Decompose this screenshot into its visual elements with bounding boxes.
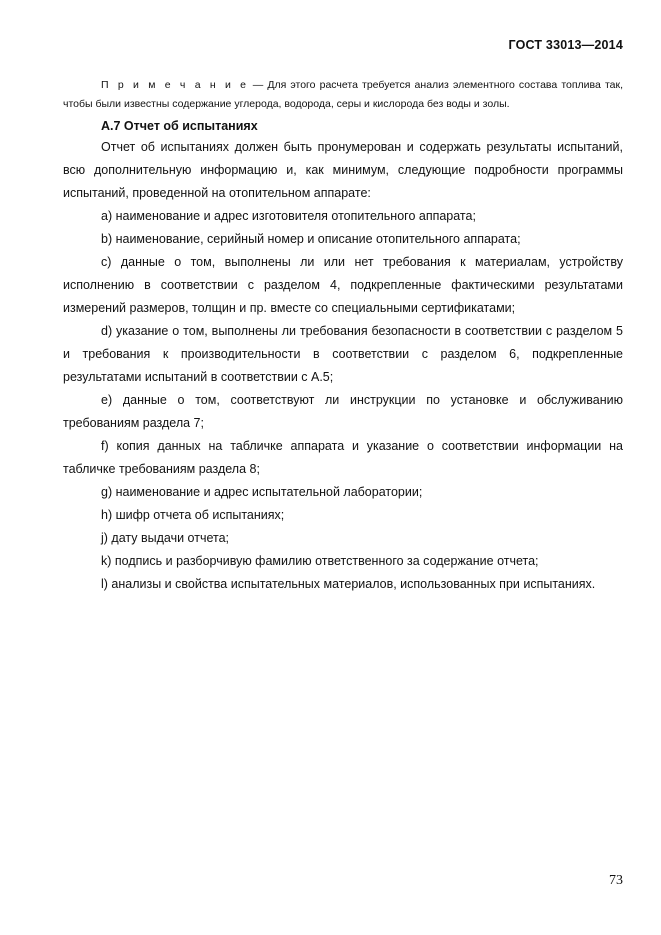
note-paragraph — [63, 76, 623, 114]
note-label: П р и м е ч а н и е — [101, 79, 249, 91]
note-text: — Для этого расчета требуется анализ элементного состава топлива так, чтобы были известны содержание углерода, водорода, серы и кислорода без воды и золы. — [63, 79, 623, 110]
list-item-c: c) данные о том, выполнены ли или нет требования к материалам, устройству исполнению в соответствии с разделом 4, подкрепленные фактическими результатами измерений размеров, толщин и пр. вместе со специальными сертификатами; — [63, 255, 623, 315]
list-item-l: l) анализы и свойства испытательных материалов, использованных при испытаниях. — [101, 577, 596, 591]
list-item-j: j) дату выдачи отчета; — [101, 531, 229, 545]
section-title: А.7 Отчет об испытаниях — [101, 119, 258, 133]
list-item-e: e) данные о том, соответствуют ли инструкции по установке и обслуживанию требованиям раздела 7; — [63, 393, 623, 430]
list-item-d: d) указание о том, выполнены ли требования безопасности в соответствии с разделом 5 и требования к производительности в соответствии с разделом 6, подкрепленные результатами испытаний в соответствии с А.5; — [63, 324, 623, 384]
page-content — [63, 76, 623, 596]
list-item-f: f) копия данных на табличке аппарата и указание о соответствии информации на табличке требованиям раздела 8; — [63, 439, 623, 476]
intro-paragraph: Отчет об испытаниях должен быть пронумерован и содержать результаты испытаний, всю дополнительную информацию и, как минимум, следующие подробности программы испытаний, проведенной на отопительном аппарате: — [63, 140, 623, 200]
list-item-b: b) наименование, серийный номер и описание отопительного аппарата; — [101, 232, 521, 246]
list-item-g: g) наименование и адрес испытательной лаборатории; — [101, 485, 423, 499]
list-item-k: k) подпись и разборчивую фамилию ответственного за содержание отчета; — [101, 554, 539, 568]
list-item-h: h) шифр отчета об испытаниях; — [101, 508, 285, 522]
document-header: ГОСТ 33013—2014 — [508, 38, 623, 52]
page-number: 73 — [609, 873, 623, 888]
list-item-a: a) наименование и адрес изготовителя отопительного аппарата; — [101, 209, 476, 223]
